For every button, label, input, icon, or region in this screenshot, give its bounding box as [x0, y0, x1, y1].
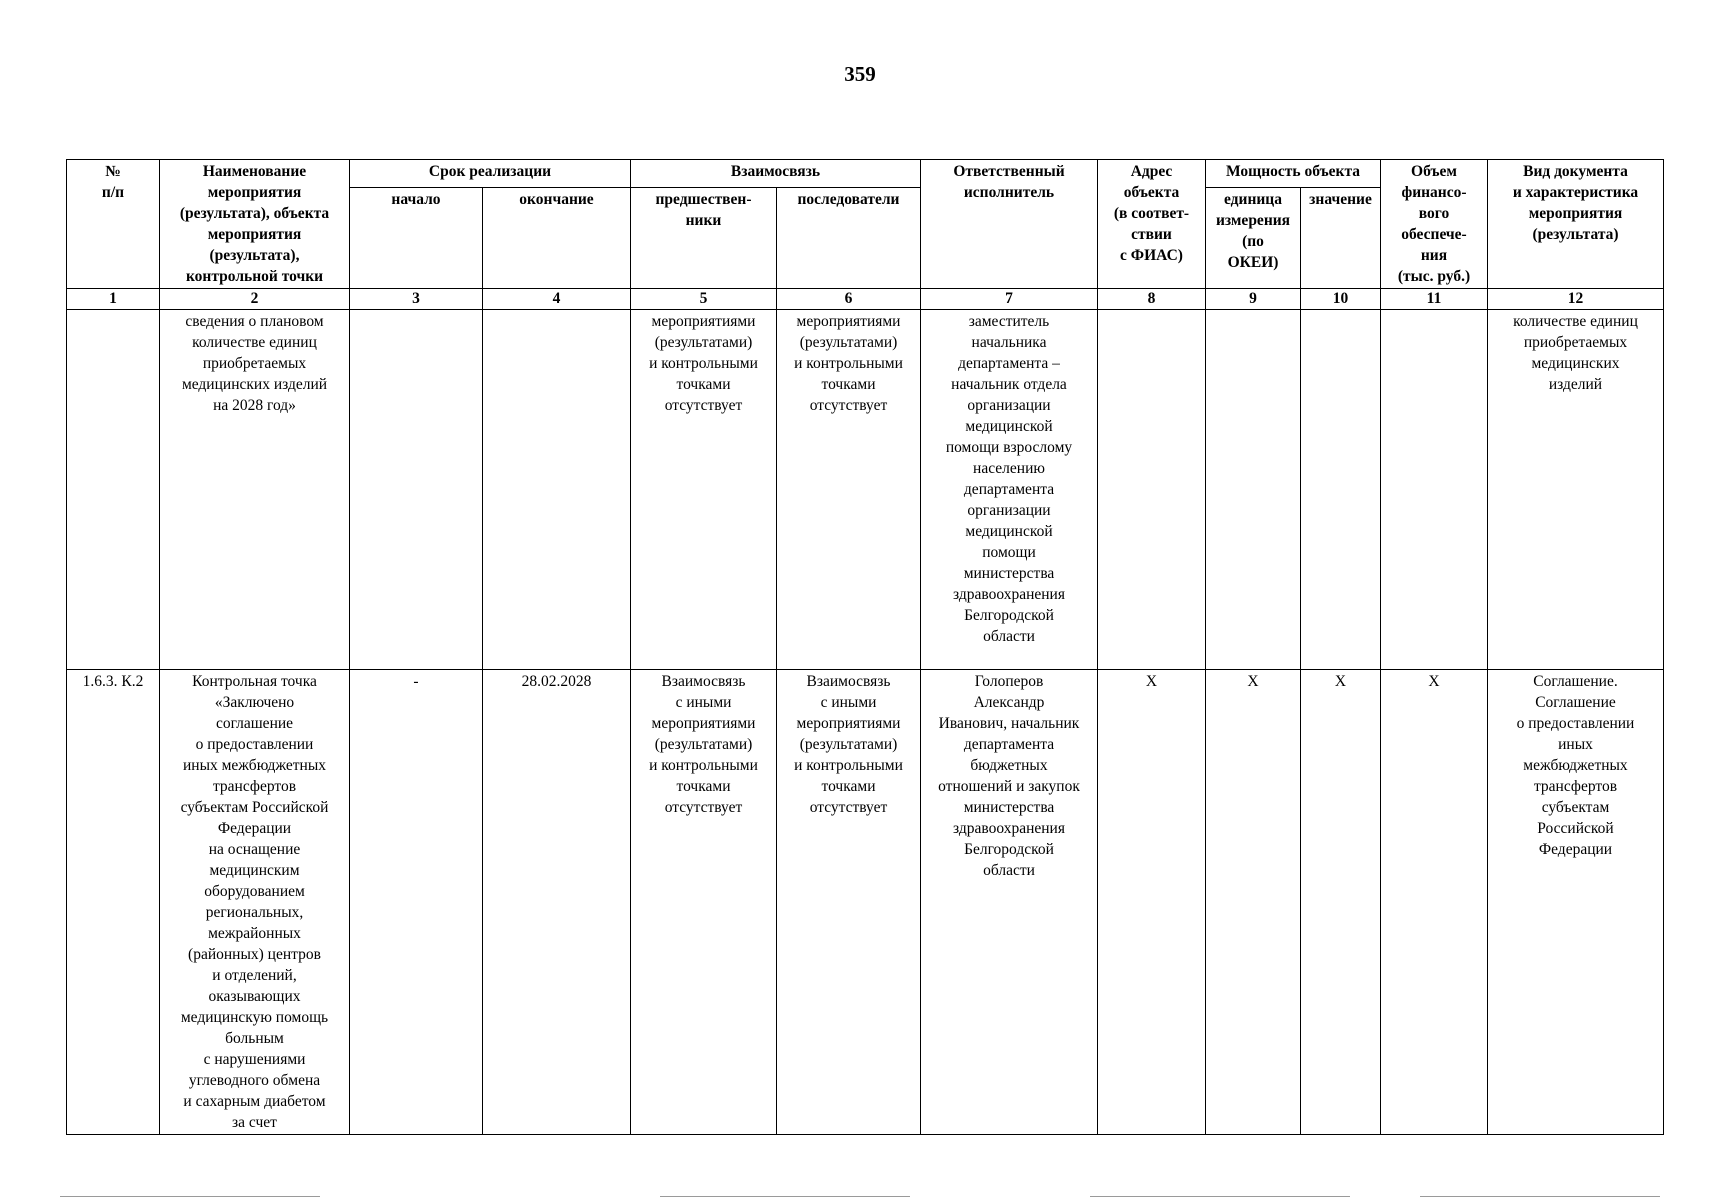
cell-responsible: Голоперов Александр Иванович, начальник департамента бюджетных отношений и закупок министерства здравоохранения Белгородской области [921, 670, 1098, 1135]
cell-predecessors: Взаимосвязь с иными мероприятиями (результатами) и контрольными точками отсутствует [631, 670, 777, 1135]
cell-unit: X [1206, 670, 1301, 1135]
cell-predecessors: мероприятиями (результатами) и контрольными точками отсутствует [631, 310, 777, 670]
header-document: Вид документа и характеристика мероприятия (результата) [1488, 160, 1664, 289]
header-finance: Объем финансо- вого обеспече- ния (тыс. руб.) [1381, 160, 1488, 289]
header-number: № п/п [67, 160, 160, 289]
header-link-group: Взаимосвязь [631, 160, 921, 188]
header-name: Наименование мероприятия (результата), объекта мероприятия (результата), контрольной точки [160, 160, 350, 289]
activities-table [66, 159, 1664, 1135]
table-row [67, 310, 1664, 670]
cell-value [1301, 310, 1381, 670]
header-successors: последователи [777, 187, 921, 288]
cell-end [483, 310, 631, 670]
scan-artifact-line [60, 1196, 320, 1197]
header-responsible: Ответственный исполнитель [921, 160, 1098, 289]
column-number: 6 [777, 289, 921, 310]
cell-start [350, 310, 483, 670]
column-number: 9 [1206, 289, 1301, 310]
cell-document: Соглашение. Соглашение о предоставлении иных межбюджетных трансфертов субъектам Российской Федерации [1488, 670, 1664, 1135]
cell-name: Контрольная точка «Заключено соглашение о предоставлении иных межбюджетных трансфертов субъектам Российской Федерации на оснащение медицинским оборудованием региональных, межрайонных (районных) центров и отделений, оказывающих медицинскую помощь больным с нарушениями углеводного обмена и сахарным диабетом за счет [160, 670, 350, 1135]
cell-start: - [350, 670, 483, 1135]
header-address: Адрес объекта (в соответ- ствии с ФИАС) [1098, 160, 1206, 289]
header-row-1 [67, 160, 1664, 188]
header-capacity-group: Мощность объекта [1206, 160, 1381, 188]
cell-number [67, 310, 160, 670]
header-term-group: Срок реализации [350, 160, 631, 188]
cell-finance: X [1381, 670, 1488, 1135]
cell-successors: Взаимосвязь с иными мероприятиями (результатами) и контрольными точками отсутствует [777, 670, 921, 1135]
header-start: начало [350, 187, 483, 288]
column-number: 11 [1381, 289, 1488, 310]
cell-address [1098, 310, 1206, 670]
column-number: 8 [1098, 289, 1206, 310]
header-value: значение [1301, 187, 1381, 288]
scan-artifact-line [1420, 1196, 1660, 1197]
cell-end: 28.02.2028 [483, 670, 631, 1135]
column-number: 1 [67, 289, 160, 310]
header-unit: единица измерения (по ОКЕИ) [1206, 187, 1301, 288]
cell-address: X [1098, 670, 1206, 1135]
cell-unit [1206, 310, 1301, 670]
page-number: 359 [844, 62, 876, 86]
column-numbers-row [67, 289, 1664, 310]
scan-artifact-line [1090, 1196, 1350, 1197]
cell-document: количестве единиц приобретаемых медицинских изделий [1488, 310, 1664, 670]
column-number: 7 [921, 289, 1098, 310]
header-end: окончание [483, 187, 631, 288]
column-number: 5 [631, 289, 777, 310]
column-number: 10 [1301, 289, 1381, 310]
column-number: 2 [160, 289, 350, 310]
scan-artifact-line [660, 1196, 910, 1197]
cell-value: X [1301, 670, 1381, 1135]
column-number: 12 [1488, 289, 1664, 310]
cell-number: 1.6.3. К.2 [67, 670, 160, 1135]
column-number: 3 [350, 289, 483, 310]
cell-responsible: заместитель начальника департамента – начальник отдела организации медицинской помощи взрослому населению департамента организации медицинской помощи министерства здравоохранения Белгородской области [921, 310, 1098, 670]
cell-finance [1381, 310, 1488, 670]
header-predecessors: предшествен- ники [631, 187, 777, 288]
table-row [67, 670, 1664, 1135]
cell-name: сведения о плановом количестве единиц приобретаемых медицинских изделий на 2028 год» [160, 310, 350, 670]
cell-successors: мероприятиями (результатами) и контрольными точками отсутствует [777, 310, 921, 670]
column-number: 4 [483, 289, 631, 310]
